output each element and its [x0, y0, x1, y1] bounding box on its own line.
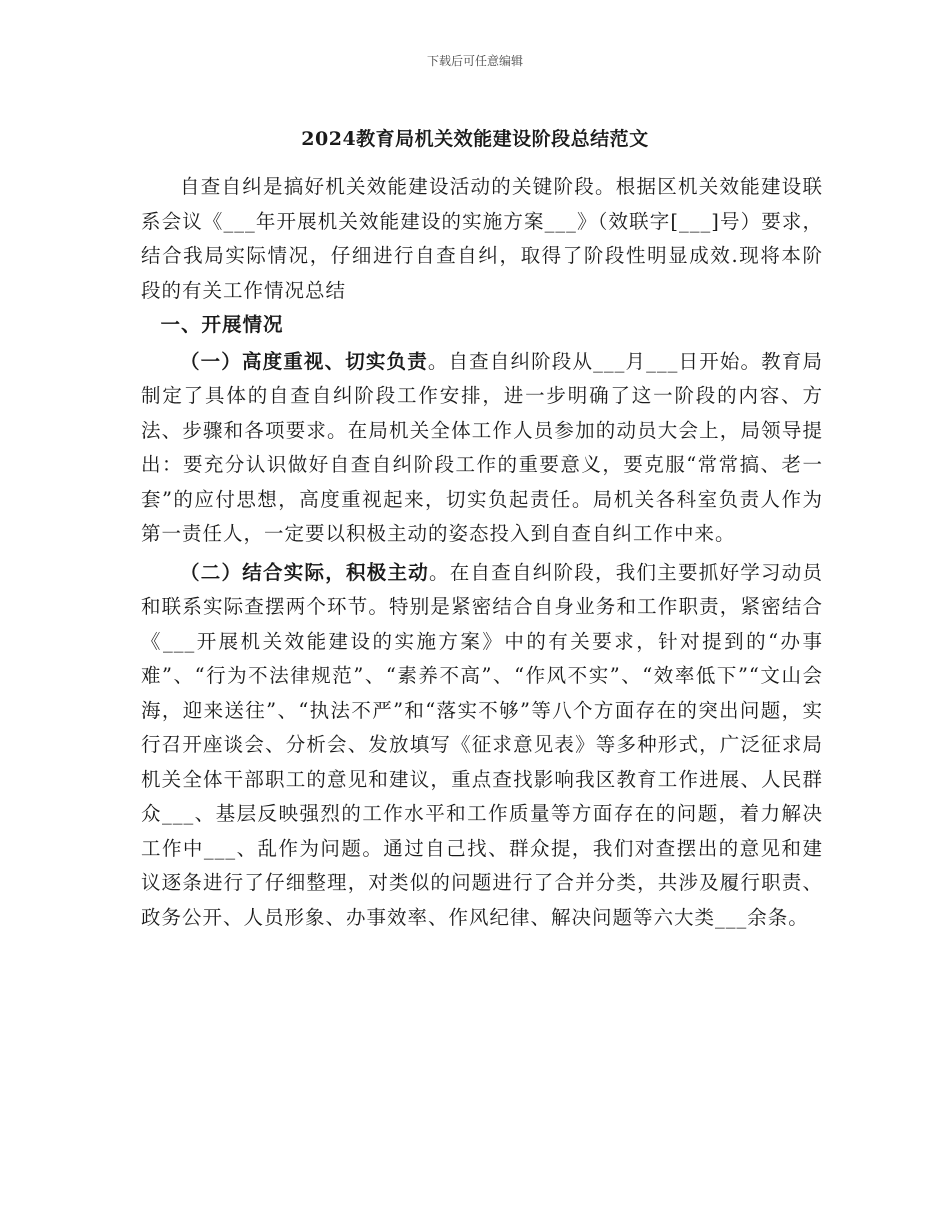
- section-heading-1: 一、开展情况: [160, 313, 284, 336]
- item-1-text: 。自查自纠阶段从___月___日开始。教育局制定了具体的自查自纠阶段工作安排，进一步明确了这一阶段的内容、方法、步骤和各项要求。在局机关全体工作人员参加的动员大会上，局领导提出：要充分认识做好自查自纠阶段工作的重要意义，要克服“常常搞、老一套”的应付思想，高度重视起来，切实负起责任。局机关各科室负责人作为第一责任人，一定要以积极主动的姿态投入到自查自纠工作中来。: [141, 349, 823, 545]
- item-2-text: 。在自查自纠阶段，我们主要抓好学习动员和联系实际查摆两个环节。特别是紧密结合自身业务和工作职责，紧密结合《___开展机关效能建设的实施方案》中的有关要求，针对提到的“办事难”、“行为不法律规范”、“素养不高”、“作风不实”、“效率低下”“文山会海，迎来送往”、“执法不严”和“落实不够”等八个方面存在的突出问题，实行召开座谈会、分析会、发放填写《征求意见表》等多种形式，广泛征求局机关全体干部职工的意见和建议，重点查找影响我区教育工作进展、人民群众___、基层反映强烈的工作水平和工作质量等方面存在的问题，着力解决工作中___、乱作为问题。通过自己找、群众提，我们对查摆出的意见和建议逐条进行了仔细整理，对类似的问题进行了合并分类，共涉及履行职责、政务公开、人员形象、办事效率、作风纪律、解决问题等六大类___余条。: [141, 560, 823, 929]
- document-title: 2024教育局机关效能建设阶段总结范文: [301, 128, 649, 150]
- paragraph-item-1: [141, 345, 823, 552]
- document-body: [141, 170, 823, 939]
- item-2-label: （二）结合实际，积极主动: [180, 560, 429, 584]
- intro-paragraph: 自查自纠是搞好机关效能建设活动的关键阶段。根据区机关效能建设联系会议《___年开展机关效能建设的实施方案___》（效联字[___]号）要求，结合我局实际情况，仔细进行自查自纠，取得了阶段性明显成效.现将本阶段的有关工作情况总结: [141, 175, 823, 302]
- paragraph-item-2: [141, 556, 823, 936]
- item-1-label: （一）高度重视、切实负责: [180, 349, 428, 373]
- header-note: 下载后可任意编辑: [426, 54, 523, 68]
